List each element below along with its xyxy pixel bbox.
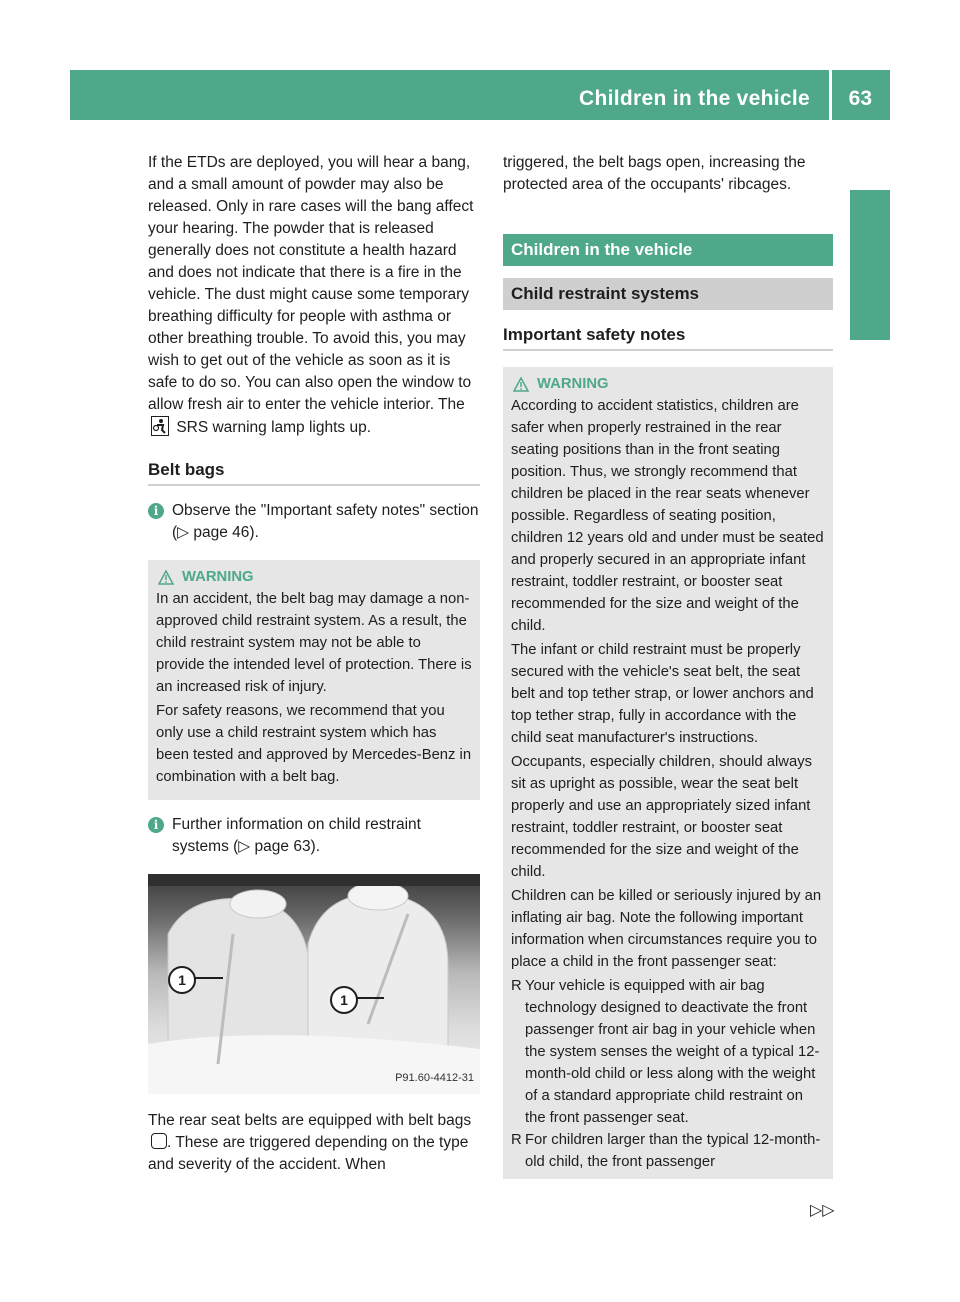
bullet-mark: R (511, 1132, 522, 1148)
outro-text-b: . These are triggered depending on the type and severity of the accident. When (148, 1134, 469, 1173)
side-tab-label: Safety (853, 276, 876, 340)
warning-label: WARNING (182, 569, 254, 585)
warning-triangle-icon (158, 570, 174, 585)
warning-box (503, 367, 833, 1179)
warning-box (148, 560, 480, 800)
intro-text: If the ETDs are deployed, you will hear a bang, and a small amount of powder may also be released. Only in rare cases will the bang affect your hearing. The powder that is released generally does not constitute a health hazard and does not indicate that there is a fire in the vehicle. The dust might cause some temporary breathing difficulty for people with asthma or other breathing trouble. To avoid this, you may wish to get out of the vehicle as soon as it is safe to do so. You can also open the window to allow fresh air to enter the vehicle interior. The (148, 154, 474, 413)
srs-warning-lamp-icon (151, 416, 169, 436)
warning-paragraph: Children can be killed or seriously injured by an inflating air bag. Note the following important information when circumstances require you to place a child in the front passenger seat: (511, 888, 822, 970)
warning-paragraph: According to accident statistics, children are safer when properly restrained in the rear seating positions than in the front seating position. Thus, we strongly recommend that children be placed in the rear seats whenever possible. Regardless of seating position, children 12 years old and under must be seated and properly secured in an appropriate infant restraint, toddler restraint, or booster seat recommended for the size and weight of the child. (511, 398, 824, 634)
rear-seat-belt-bag-photo (148, 874, 480, 1094)
callout-marker: 1 (330, 986, 358, 1014)
bullet-item (511, 975, 825, 1129)
important-safety-notes-heading: Important safety notes (503, 324, 833, 351)
info-note-text: Further information on child restraint systems (▷ page 63). (172, 816, 421, 855)
callout-marker: 1 (168, 966, 196, 994)
warning-header (158, 566, 472, 588)
warning-label: WARNING (537, 376, 609, 392)
warning-paragraph: For safety reasons, we recommend that you only use a child restraint system which has been tested and approved by Mercedes-Benz in combination with a belt bag. (156, 703, 472, 785)
warning-header (513, 373, 825, 395)
continued-paragraph: triggered, the belt bags open, increasing the protected area of the occupants' ribcages. (503, 154, 806, 193)
left-column (148, 152, 480, 1176)
photo-reference-code: P91.60-4412-31 (395, 1072, 474, 1084)
header-title: Children in the vehicle (579, 87, 810, 110)
bullet-item (511, 1129, 825, 1173)
warning-paragraph: Occupants, especially children, should always sit as upright as possible, wear the seat belt properly and use an appropriately sized infant restraint, toddler restraint, or booster seat recommended for the size and weight of the child. (511, 754, 813, 880)
info-icon: i (148, 503, 164, 519)
callout-symbol-icon (151, 1133, 167, 1149)
belt-bags-heading: Belt bags (148, 459, 480, 486)
info-note (148, 814, 480, 858)
warning-paragraph: The infant or child restraint must be properly secured with the vehicle's seat belt, the seat belt and top tether strap, or lower anchors and top tether strap, fully in accordance with the child seat manufacturer's instructions. (511, 642, 814, 746)
continue-arrow-icon: ▷▷ (810, 1202, 835, 1219)
page-header (70, 70, 890, 120)
bullet-text: For children larger than the typical 12-month-old child, the front passenger (525, 1132, 821, 1170)
warning-paragraph: In an accident, the belt bag may damage a non-approved child restraint system. As a result, the child restraint system may not be able to provide the intended level of protection. There is an increased risk of injury. (156, 591, 472, 695)
section-title-bar: Children in the vehicle (503, 234, 833, 266)
info-note (148, 500, 480, 544)
outro-text-a: The rear seat belts are equipped with belt bags (148, 1112, 472, 1129)
warning-triangle-icon (513, 377, 529, 392)
bullet-text: Your vehicle is equipped with air bag technology designed to deactivate the front passenger front air bag in your vehicle when the system senses the weight of a typical 12-month-old child or less along with the weight of a standard appropriate child restraint on the front passenger seat. (525, 978, 820, 1126)
page-number: 63 (848, 87, 872, 110)
right-column (503, 152, 833, 1179)
intro-paragraph (148, 152, 480, 439)
info-note-text: Observe the "Important safety notes" section (▷ page 46). (172, 502, 479, 541)
outro-paragraph (148, 1110, 480, 1176)
intro-end-text: SRS warning lamp lights up. (176, 419, 372, 436)
bullet-mark: R (511, 978, 522, 994)
header-separator (829, 70, 832, 120)
info-icon: i (148, 817, 164, 833)
subsection-title-bar: Child restraint systems (503, 278, 833, 310)
